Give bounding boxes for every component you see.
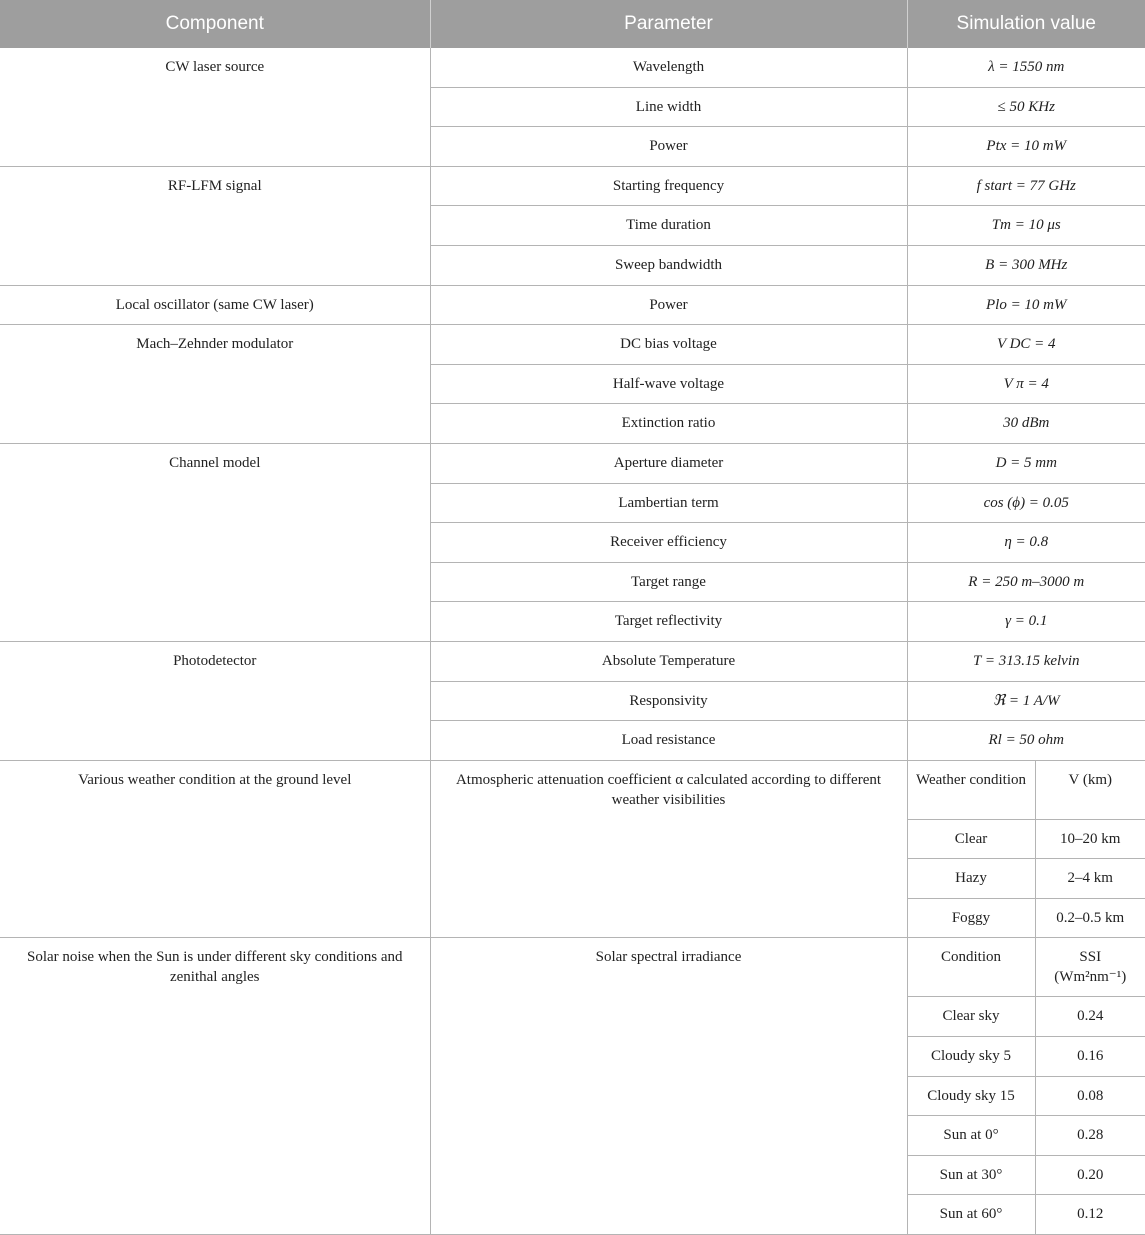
table-row: [0, 443, 1145, 483]
sub-value-cell: 0.28: [1035, 1116, 1145, 1156]
sub-value-cell: 0.24: [1035, 997, 1145, 1037]
component-cell: Photodetector: [0, 641, 430, 760]
component-cell: CW laser source: [0, 48, 430, 166]
sub-value-cell: 0.12: [1035, 1195, 1145, 1235]
sub-value-cell: 0.08: [1035, 1076, 1145, 1116]
value-cell: Plo = 10 mW: [907, 285, 1145, 325]
header-simulation-value: Simulation value: [907, 0, 1145, 48]
parameter-cell: Starting frequency: [430, 166, 907, 206]
value-cell: ≤ 50 KHz: [907, 87, 1145, 127]
sub-value-cell: 0.16: [1035, 1037, 1145, 1077]
sub-header-value: V (km): [1035, 760, 1145, 819]
value-cell: γ = 0.1: [907, 602, 1145, 642]
value-cell: λ = 1550 nm: [907, 48, 1145, 87]
parameter-cell: Receiver efficiency: [430, 523, 907, 563]
parameter-cell: Atmospheric attenuation coefficient α calculated according to different weather visibilities: [430, 760, 907, 938]
sub-condition-cell: Clear: [907, 819, 1035, 859]
sub-header-value: SSI (Wm²nm⁻¹): [1035, 938, 1145, 997]
value-cell: V DC = 4: [907, 325, 1145, 365]
parameter-cell: Power: [430, 285, 907, 325]
parameter-cell: Load resistance: [430, 721, 907, 761]
table-row: [0, 641, 1145, 681]
table-row: [0, 760, 1145, 819]
value-cell: D = 5 mm: [907, 443, 1145, 483]
sub-header-condition: Condition: [907, 938, 1035, 997]
value-cell: 30 dBm: [907, 404, 1145, 444]
table-body: [0, 48, 1145, 1235]
parameter-cell: Target reflectivity: [430, 602, 907, 642]
sub-condition-cell: Hazy: [907, 859, 1035, 899]
sub-condition-cell: Foggy: [907, 898, 1035, 938]
sub-condition-cell: Clear sky: [907, 997, 1035, 1037]
table-row: [0, 938, 1145, 997]
table-row: [0, 325, 1145, 365]
parameter-cell: Wavelength: [430, 48, 907, 87]
value-cell: Tm = 10 μs: [907, 206, 1145, 246]
value-cell: cos (ϕ) = 0.05: [907, 483, 1145, 523]
table-row: [0, 166, 1145, 206]
parameter-cell: Line width: [430, 87, 907, 127]
component-cell: Channel model: [0, 443, 430, 641]
value-cell: T = 313.15 kelvin: [907, 641, 1145, 681]
value-cell: Rl = 50 ohm: [907, 721, 1145, 761]
sub-value-cell: 10–20 km: [1035, 819, 1145, 859]
parameter-cell: DC bias voltage: [430, 325, 907, 365]
component-cell: Local oscillator (same CW laser): [0, 285, 430, 325]
value-cell: B = 300 MHz: [907, 245, 1145, 285]
parameter-cell: Absolute Temperature: [430, 641, 907, 681]
parameter-cell: Lambertian term: [430, 483, 907, 523]
sub-value-cell: 2–4 km: [1035, 859, 1145, 899]
value-cell: Ptx = 10 mW: [907, 127, 1145, 167]
value-cell: V π = 4: [907, 364, 1145, 404]
component-cell: Various weather condition at the ground level: [0, 760, 430, 938]
parameter-cell: Sweep bandwidth: [430, 245, 907, 285]
value-cell: η = 0.8: [907, 523, 1145, 563]
sub-condition-cell: Sun at 30°: [907, 1155, 1035, 1195]
table-header-row: [0, 0, 1145, 48]
component-cell: Mach–Zehnder modulator: [0, 325, 430, 444]
header-component: Component: [0, 0, 430, 48]
parameter-cell: Time duration: [430, 206, 907, 246]
sub-condition-cell: Sun at 60°: [907, 1195, 1035, 1235]
value-cell: ℜ = 1 A/W: [907, 681, 1145, 721]
sub-condition-cell: Sun at 0°: [907, 1116, 1035, 1156]
header-parameter: Parameter: [430, 0, 907, 48]
table-row: [0, 48, 1145, 87]
parameter-cell: Extinction ratio: [430, 404, 907, 444]
parameter-cell: Aperture diameter: [430, 443, 907, 483]
component-cell: RF-LFM signal: [0, 166, 430, 285]
component-cell: Solar noise when the Sun is under different sky conditions and zenithal angles: [0, 938, 430, 1235]
sub-condition-cell: Cloudy sky 5: [907, 1037, 1035, 1077]
value-cell: f start = 77 GHz: [907, 166, 1145, 206]
parameter-cell: Target range: [430, 562, 907, 602]
value-cell: R = 250 m–3000 m: [907, 562, 1145, 602]
sub-condition-cell: Cloudy sky 15: [907, 1076, 1035, 1116]
sub-value-cell: 0.20: [1035, 1155, 1145, 1195]
parameter-cell: Solar spectral irradiance: [430, 938, 907, 1235]
parameter-cell: Responsivity: [430, 681, 907, 721]
parameter-cell: Half-wave voltage: [430, 364, 907, 404]
parameter-cell: Power: [430, 127, 907, 167]
sub-value-cell: 0.2–0.5 km: [1035, 898, 1145, 938]
sub-header-condition: Weather condition: [907, 760, 1035, 819]
table-row: [0, 285, 1145, 325]
